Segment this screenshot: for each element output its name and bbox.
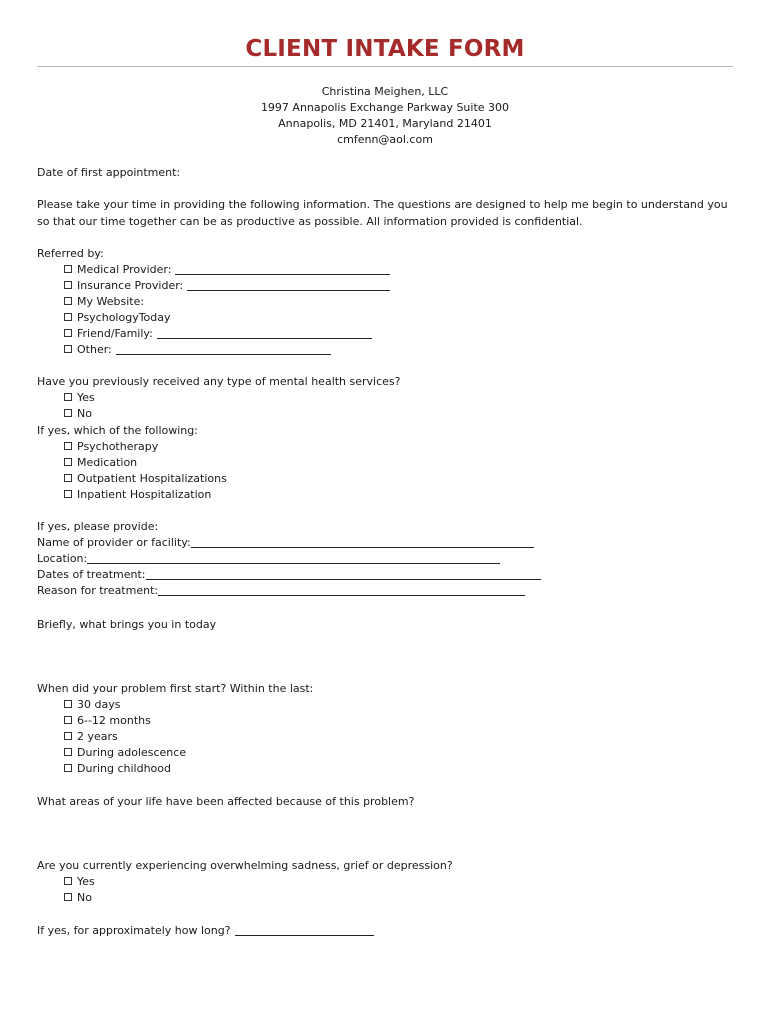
blank-line[interactable]: [175, 263, 390, 275]
checkbox[interactable]: [64, 877, 72, 885]
start-option-childhood[interactable]: During childhood: [64, 761, 171, 777]
previous-services-question: Have you previously received any type of mental health services?: [37, 375, 401, 388]
checkbox[interactable]: [64, 345, 72, 353]
service-type-psychotherapy[interactable]: Psychotherapy: [64, 439, 158, 455]
provide-label: If yes, please provide:: [37, 520, 159, 533]
previous-services-no[interactable]: No: [64, 406, 92, 422]
contact-email: cmfenn@aol.com: [337, 133, 433, 146]
checkbox[interactable]: [64, 732, 72, 740]
brings-you-in-question: Briefly, what brings you in today: [37, 618, 217, 631]
checkbox[interactable]: [64, 265, 72, 273]
previous-services-yes[interactable]: Yes: [64, 390, 95, 406]
checkbox[interactable]: [64, 893, 72, 901]
provider-name-field[interactable]: Name of provider or facility:: [37, 535, 534, 551]
sadness-duration-field[interactable]: If yes, for approximately how long?: [37, 923, 374, 939]
service-type-medication[interactable]: Medication: [64, 455, 137, 471]
dates-of-treatment-field[interactable]: Dates of treatment:: [37, 567, 541, 583]
referral-option-website[interactable]: My Website:: [64, 294, 144, 310]
address-line-1: 1997 Annapolis Exchange Parkway Suite 300: [260, 101, 510, 114]
blank-line[interactable]: [116, 343, 331, 355]
intro-paragraph: Please take your time in providing the following information. The questions are designed to help me begin to understand you so that our time together can be as productive as possible. All information provided is confidential.: [37, 198, 728, 228]
referred-by-label: Referred by:: [37, 247, 104, 260]
location-field[interactable]: Location:: [37, 551, 500, 567]
title-divider: [37, 66, 733, 67]
date-first-appointment-label: Date of first appointment:: [37, 166, 181, 179]
services-type-label: If yes, which of the following:: [37, 424, 198, 437]
checkbox[interactable]: [64, 329, 72, 337]
referral-option-other[interactable]: Other:: [64, 342, 331, 358]
checkbox[interactable]: [64, 700, 72, 708]
checkbox[interactable]: [64, 442, 72, 450]
checkbox[interactable]: [64, 474, 72, 482]
practice-name: Christina Meighen, LLC: [321, 85, 449, 98]
blank-line[interactable]: [158, 584, 525, 596]
start-option-adolescence[interactable]: During adolescence: [64, 745, 186, 761]
referral-option-friend-family[interactable]: Friend/Family:: [64, 326, 372, 342]
checkbox[interactable]: [64, 313, 72, 321]
blank-line[interactable]: [146, 568, 541, 580]
reason-for-treatment-field[interactable]: Reason for treatment:: [37, 583, 525, 599]
service-type-outpatient[interactable]: Outpatient Hospitalizations: [64, 471, 227, 487]
sadness-yes[interactable]: Yes: [64, 874, 95, 890]
checkbox[interactable]: [64, 748, 72, 756]
affected-areas-question: What areas of your life have been affected because of this problem?: [37, 795, 415, 808]
referral-option-medical[interactable]: Medical Provider:: [64, 262, 390, 278]
blank-line[interactable]: [187, 279, 390, 291]
address-line-2: Annapolis, MD 21401, Maryland 21401: [278, 117, 492, 130]
checkbox[interactable]: [64, 393, 72, 401]
blank-line[interactable]: [235, 924, 374, 936]
sadness-question: Are you currently experiencing overwhelming sadness, grief or depression?: [37, 859, 453, 872]
blank-line[interactable]: [157, 327, 372, 339]
start-option-2-years[interactable]: 2 years: [64, 729, 118, 745]
start-option-6-12-months[interactable]: 6--12 months: [64, 713, 151, 729]
blank-line[interactable]: [87, 552, 500, 564]
problem-start-question: When did your problem first start? Within the last:: [37, 682, 314, 695]
blank-line[interactable]: [191, 536, 534, 548]
start-option-30-days[interactable]: 30 days: [64, 697, 120, 713]
checkbox[interactable]: [64, 716, 72, 724]
referral-option-insurance[interactable]: Insurance Provider:: [64, 278, 390, 294]
checkbox[interactable]: [64, 458, 72, 466]
form-title: CLIENT INTAKE FORM: [245, 36, 525, 62]
service-type-inpatient[interactable]: Inpatient Hospitalization: [64, 487, 211, 503]
referral-option-psychologytoday[interactable]: PsychologyToday: [64, 310, 171, 326]
checkbox[interactable]: [64, 490, 72, 498]
checkbox[interactable]: [64, 297, 72, 305]
checkbox[interactable]: [64, 764, 72, 772]
sadness-no[interactable]: No: [64, 890, 92, 906]
checkbox[interactable]: [64, 409, 72, 417]
checkbox[interactable]: [64, 281, 72, 289]
